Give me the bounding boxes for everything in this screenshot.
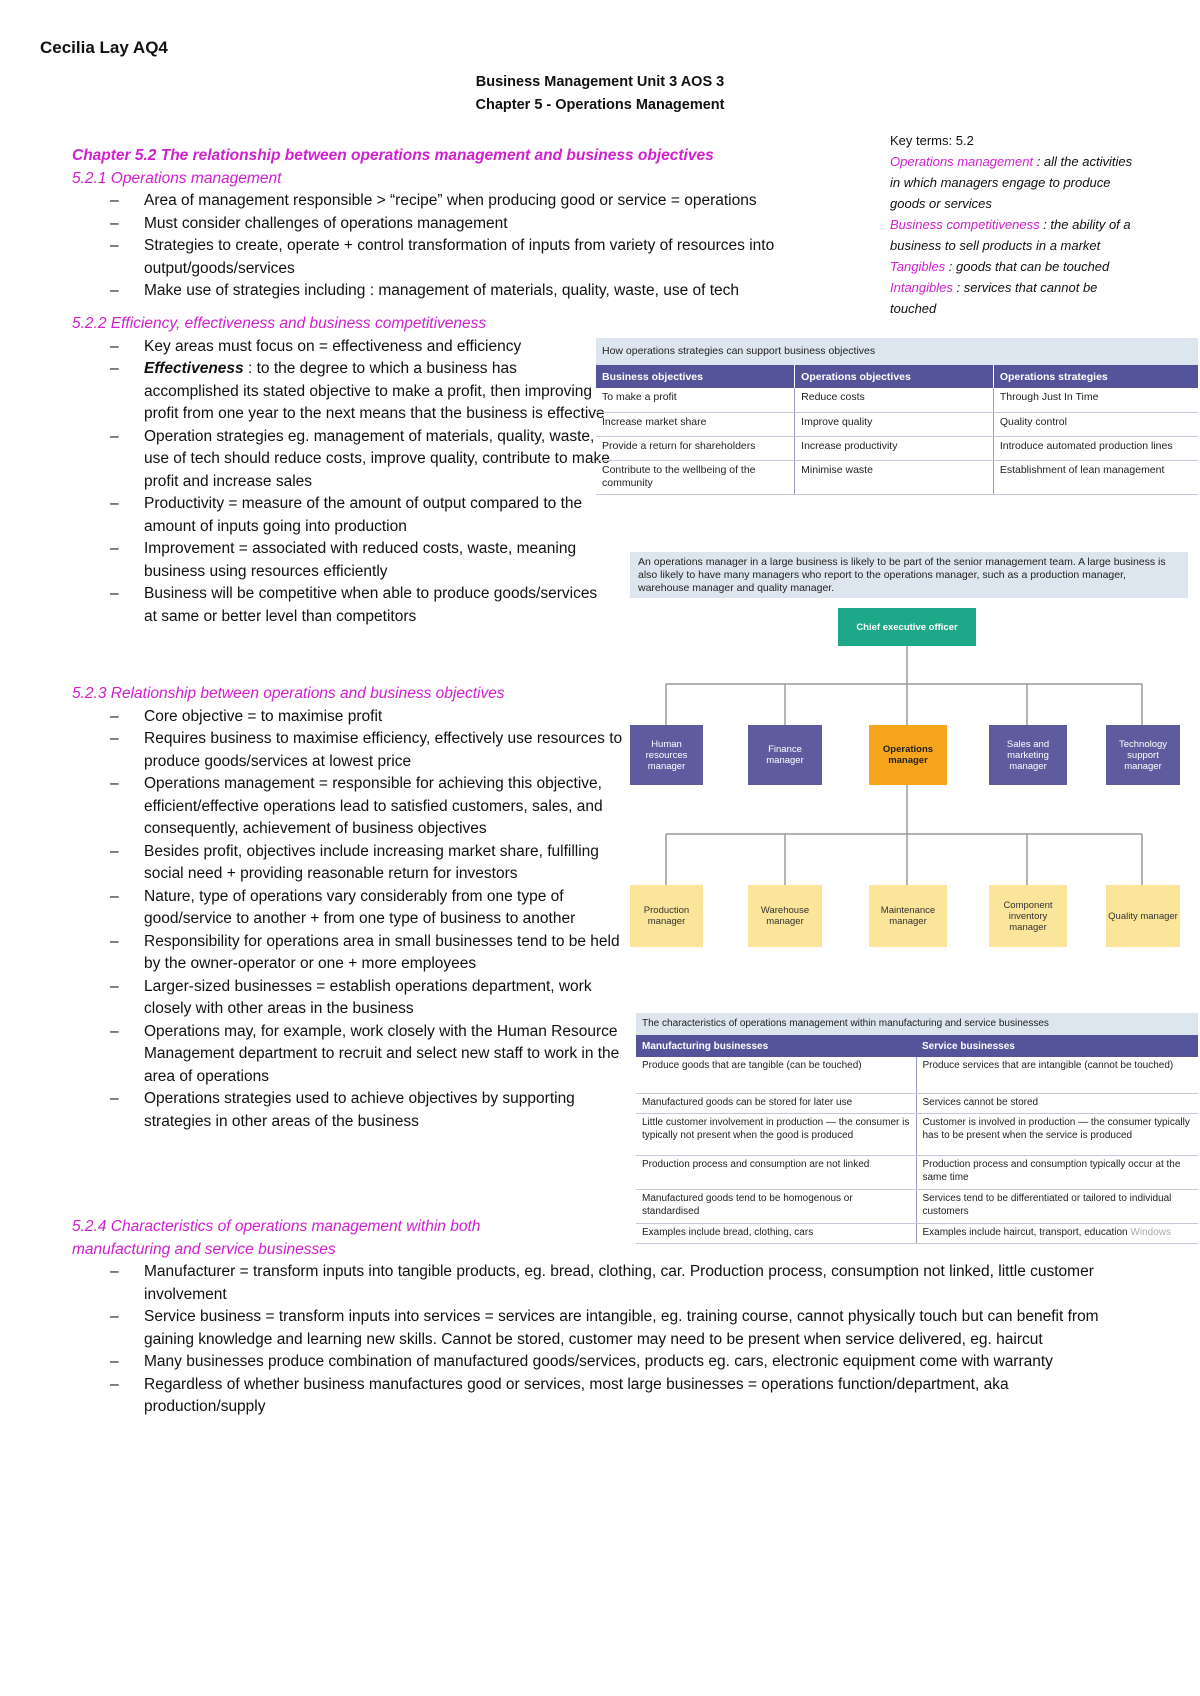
- technology-manager-box: Technology support manager: [1106, 725, 1180, 785]
- table-cell: Services tend to be differentiated or tailored to individual customers: [916, 1189, 1198, 1223]
- key-term-name: Tangibles: [890, 259, 946, 274]
- quality-manager-box: Quality manager: [1106, 885, 1180, 947]
- heading-522: 5.2.2 Efficiency, effectiveness and business competitiveness: [72, 315, 487, 332]
- warehouse-manager-box: Warehouse manager: [748, 885, 822, 947]
- table-cell: Provide a return for shareholders: [596, 436, 795, 460]
- bullet-item: – Many businesses produce combination of manufactured goods/services, products eg. cars, electronic equipment come with warranty: [72, 1351, 1132, 1374]
- table-row: [636, 1223, 1198, 1243]
- table-row: [636, 1113, 1198, 1155]
- table-cell: Examples include bread, clothing, cars: [636, 1223, 916, 1243]
- bullet-item: – Operations management = responsible for achieving this objective, efficient/effective operations lead to satisfied customers, sales, and consequently, achievement of business objectives: [72, 773, 624, 841]
- table-cell: Manufactured goods can be stored for later use: [636, 1093, 916, 1113]
- author-name: Cecilia Lay AQ4: [40, 38, 168, 57]
- key-terms-box: [890, 130, 1140, 319]
- os-watermark: Windows: [1130, 1226, 1171, 1238]
- key-term: [890, 151, 1140, 214]
- table-row: [636, 1155, 1198, 1189]
- key-term-name: Business competitiveness: [890, 217, 1040, 232]
- heading-524-cont: manufacturing and service businesses: [72, 1240, 336, 1258]
- finance-manager-box: Finance manager: [748, 725, 822, 785]
- key-term-name: Intangibles: [890, 280, 953, 295]
- figure-caption: How operations strategies can support business objectives: [596, 338, 1198, 365]
- bullet-item: – Business will be competitive when able to produce goods/services at same or better level than competitors: [72, 583, 612, 628]
- table-cell: Production process and consumption typically occur at the same time: [916, 1155, 1198, 1189]
- table-cell: Services cannot be stored: [916, 1093, 1198, 1113]
- bullet-item: – Larger-sized businesses = establish operations department, work closely with other areas in the business: [72, 976, 624, 1021]
- bullet-item: – Area of management responsible > “recipe” when producing good or service = operations: [72, 190, 872, 213]
- key-term: [890, 277, 1140, 319]
- table-cell: Improve quality: [795, 412, 994, 436]
- bullet-item: – Operation strategies eg. management of materials, quality, waste, use of tech should reduce costs, improve quality, contribute to make profit and increase sales: [72, 426, 612, 494]
- operations-strategies-figure: [596, 338, 1198, 495]
- sales-manager-box: Sales and marketing manager: [989, 725, 1067, 785]
- table-cell: Introduce automated production lines: [993, 436, 1198, 460]
- bullet-item: – Core objective = to maximise profit: [72, 706, 624, 729]
- table-cell: Production process and consumption are not linked: [636, 1155, 916, 1189]
- table-cell: Produce services that are intangible (cannot be touched): [916, 1057, 1198, 1093]
- table-row: [596, 412, 1198, 436]
- table-row: [636, 1189, 1198, 1223]
- bullet-item: – Operations strategies used to achieve objectives by supporting strategies in other areas of the business: [72, 1088, 624, 1133]
- table-row: [596, 460, 1198, 494]
- table-cell: Little customer involvement in production — the consumer is typically not present when the good is produced: [636, 1113, 916, 1155]
- doc-title: Business Management Unit 3 AOS 3: [475, 74, 725, 90]
- maintenance-manager-box: Maintenance manager: [869, 885, 947, 947]
- ceo-box: Chief executive officer: [838, 608, 976, 646]
- org-chart-figure: [630, 552, 1188, 964]
- component-inventory-manager-box: Component inventory manager: [989, 885, 1067, 947]
- bullet-item: – Strategies to create, operate + control transformation of inputs from variety of resources into output/goods/services: [72, 235, 872, 280]
- bullet-item: – Regardless of whether business manufactures good or services, most large businesses = operations function/department, aka production/supply: [72, 1374, 1132, 1419]
- hr-manager-box: Human resources manager: [630, 725, 703, 785]
- figure-caption: An operations manager in a large business is likely to be part of the senior management team. A large business is also likely to have many managers who report to the operations manager, such as a production manager, warehouse manager and quality manager.: [630, 552, 1188, 598]
- bullet-item: – Productivity = measure of the amount of output compared to the amount of inputs going into production: [72, 493, 612, 538]
- section-524: [72, 1216, 1132, 1419]
- bullet-item: – Operations may, for example, work closely with the Human Resource Management department to recruit and select new staff to work in the area of operations: [72, 1021, 624, 1089]
- column-header: Operations objectives: [795, 365, 994, 388]
- table-cell: Manufactured goods tend to be homogenous or standardised: [636, 1189, 916, 1223]
- key-term-name: Operations management: [890, 154, 1034, 169]
- column-header: Business objectives: [596, 365, 795, 388]
- bullet-item: – Requires business to maximise efficiency, effectively use resources to produce goods/services at lowest price: [72, 728, 624, 773]
- table-cell: Produce goods that are tangible (can be touched): [636, 1057, 916, 1093]
- doc-subtitle: Chapter 5 - Operations Management: [475, 97, 725, 113]
- bullet-item: – Manufacturer = transform inputs into tangible products, eg. bread, clothing, car. Production process, consumption not linked, little customer involvement: [72, 1261, 1132, 1306]
- bullet-item: – Make use of strategies including : management of materials, quality, waste, use of tech: [72, 280, 872, 303]
- table-row: [636, 1057, 1198, 1093]
- production-manager-box: Production manager: [630, 885, 703, 947]
- figure-caption: The characteristics of operations management within manufacturing and service businesses: [636, 1013, 1198, 1035]
- column-header: Manufacturing businesses: [636, 1035, 916, 1057]
- heading-521: 5.2.1 Operations management: [72, 169, 282, 187]
- chapter-heading: Chapter 5.2 The relationship between operations management and business objectives: [72, 147, 714, 164]
- operations-strategies-table: [596, 365, 1198, 495]
- table-cell: To make a profit: [596, 388, 795, 412]
- section-523: [72, 683, 624, 1133]
- key-term: [890, 256, 1140, 277]
- table-cell: Customer is involved in production — the consumer typically has to be present when the service is produced: [916, 1113, 1198, 1155]
- table-row: [596, 388, 1198, 412]
- table-cell-text: Examples include haircut, transport, education: [922, 1226, 1128, 1238]
- bullet-item: – Must consider challenges of operations management: [72, 213, 872, 236]
- table-cell: [916, 1223, 1198, 1243]
- key-terms-heading: Key terms: 5.2: [890, 133, 974, 148]
- table-cell: Increase market share: [596, 412, 795, 436]
- bullet-item: – Nature, type of operations vary considerably from one type of good/service to another + from one type of business to another: [72, 886, 624, 931]
- effectiveness-definition: : to the degree to which a business has accomplished its stated objective to make a profit, then improving profit from one year to the next means that the business is effective: [144, 360, 605, 422]
- operations-manager-box: Operations manager: [869, 725, 947, 785]
- key-term: [890, 214, 1140, 256]
- bullet-item: – Improvement = associated with reduced costs, waste, meaning business using resources efficiently: [72, 538, 612, 583]
- table-row: [636, 1093, 1198, 1113]
- bullet-item: [72, 358, 612, 426]
- key-term-definition: : goods that can be touched: [945, 259, 1110, 274]
- table-cell: Increase productivity: [795, 436, 994, 460]
- table-cell: Through Just In Time: [993, 388, 1198, 412]
- table-cell: Establishment of lean management: [993, 460, 1198, 494]
- key-term-definition: : all the activities in which managers engage to produce goods or services: [890, 154, 1133, 211]
- effectiveness-term: Effectiveness: [144, 360, 244, 377]
- key-term-definition: : services that cannot be touched: [890, 280, 1098, 316]
- section-522: [72, 313, 612, 628]
- heading-524: 5.2.4 Characteristics of operations management within both: [72, 1218, 481, 1235]
- section-521: [72, 145, 872, 303]
- characteristics-figure: [636, 1013, 1198, 1244]
- bullet-item: – Besides profit, objectives include increasing market share, fulfilling social need + providing reasonable return for investors: [72, 841, 624, 886]
- bullet-item: – Responsibility for operations area in small businesses tend to be held by the owner-operator or one + more employees: [72, 931, 624, 976]
- table-cell: Minimise waste: [795, 460, 994, 494]
- bullet-item: – Service business = transform inputs into services = services are intangible, eg. training course, cannot physically touch but can benefit from gaining knowledge and learning new skills. Cannot be stored, customer may need to be present when service delivered, eg. haircut: [72, 1306, 1132, 1351]
- table-row: [596, 436, 1198, 460]
- table-cell: Quality control: [993, 412, 1198, 436]
- table-cell: Contribute to the wellbeing of the community: [596, 460, 795, 494]
- key-term-definition: : the ability of a business to sell products in a market: [890, 217, 1131, 253]
- characteristics-table: [636, 1035, 1198, 1244]
- column-header: Service businesses: [916, 1035, 1198, 1057]
- heading-523: 5.2.3 Relationship between operations and business objectives: [72, 685, 505, 702]
- table-cell: Reduce costs: [795, 388, 994, 412]
- bullet-item: – Key areas must focus on = effectiveness and efficiency: [72, 336, 612, 359]
- column-header: Operations strategies: [993, 365, 1198, 388]
